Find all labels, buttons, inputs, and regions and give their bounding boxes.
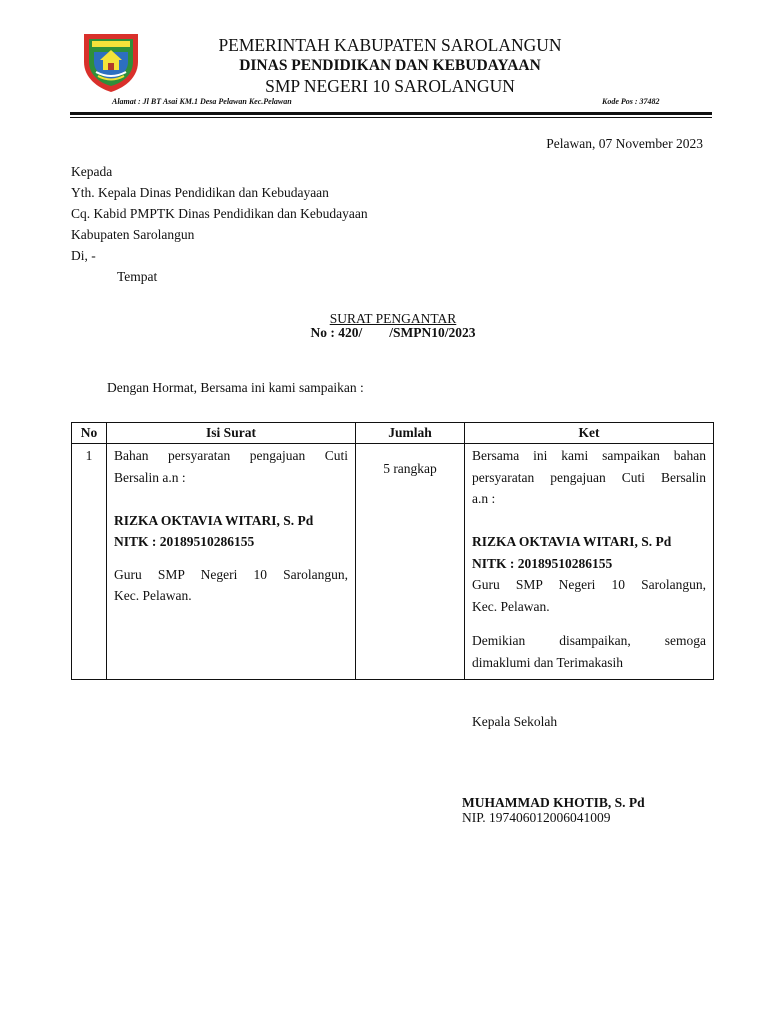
letterhead-school: SMP NEGERI 10 SAROLANGUN (265, 76, 515, 96)
recipient-line-5: Tempat (117, 269, 158, 284)
table-row (72, 444, 714, 680)
letterhead-postal-code: Kode Pos : 37482 (602, 97, 660, 106)
isi-employee-name: RIZKA OKTAVIA WITARI, S. Pd (114, 512, 314, 528)
recipient-line-1: Yth. Kepala Dinas Pendidikan dan Kebudayaan (71, 185, 329, 200)
letter-contents-table (71, 422, 714, 680)
cell-jumlah (356, 444, 465, 680)
isi-line-1: Bahan persyaratan pengajuan Cuti (114, 448, 348, 463)
letterhead-government: PEMERINTAH KABUPATEN SAROLANGUN (218, 35, 562, 55)
ket-closing-line-1: Demikian disampaikan, semoga (472, 633, 706, 648)
ket-line-1: Bersama ini kami sampaikan bahan (472, 448, 706, 463)
letter-date: Pelawan, 07 November 2023 (546, 136, 703, 151)
ket-employee-name: RIZKA OKTAVIA WITARI, S. Pd (472, 534, 672, 549)
recipient-line-2: Cq. Kabid PMPTK Dinas Pendidikan dan Kebudayaan (71, 206, 368, 221)
ket-position-line-1: Guru SMP Negeri 10 Sarolangun, (472, 577, 706, 592)
letterhead-divider-thin (70, 117, 712, 118)
isi-position-line-2: Kec. Pelawan. (114, 588, 192, 603)
signature-position: Kepala Sekolah (472, 714, 558, 729)
table-header-row (72, 423, 714, 444)
opening-sentence: Dengan Hormat, Bersama ini kami sampaikan : (107, 380, 364, 395)
column-header-isi-surat: Isi Surat (107, 423, 356, 444)
letterhead-divider-thick (70, 112, 712, 115)
column-header-jumlah: Jumlah (356, 423, 465, 444)
cell-ket (465, 444, 714, 680)
isi-position-line-1: Guru SMP Negeri 10 Sarolangun, (114, 566, 348, 582)
column-header-no: No (72, 423, 107, 444)
signature-nip: NIP. 197406012006041009 (462, 810, 611, 825)
cell-isi-surat (107, 444, 356, 680)
recipient-to: Kepada (71, 164, 113, 179)
letterhead-address: Alamat : Jl BT Asai KM.1 Desa Pelawan Kec.Pelawan (112, 97, 292, 106)
letter-title: SURAT PENGANTAR (329, 311, 457, 326)
ket-closing-line-2: dimaklumi dan Terimakasih (472, 654, 624, 670)
ket-position-line-2: Kec. Pelawan. (472, 598, 550, 614)
ket-employee-nitk: NITK : 20189510286155 (472, 555, 613, 571)
ket-line-2: persyaratan pengajuan Cuti Bersalin (472, 469, 706, 485)
recipient-line-3: Kabupaten Sarolangun (71, 227, 195, 242)
jumlah-value: 5 rangkap (383, 461, 437, 476)
ket-line-3: a.n : (472, 491, 496, 506)
isi-line-2: Bersalin a.n : (114, 469, 186, 485)
column-header-ket: Ket (465, 423, 714, 444)
isi-employee-nitk: NITK : 20189510286155 (114, 534, 255, 549)
recipient-line-4: Di, - (71, 248, 96, 263)
letter-number: No : 420/ /SMPN10/2023 (310, 325, 476, 340)
signature-name: MUHAMMAD KHOTIB, S. Pd (462, 795, 645, 810)
regency-emblem-icon (78, 28, 144, 94)
cell-no: 1 (72, 444, 107, 680)
letterhead-agency: DINAS PENDIDIKAN DAN KEBUDAYAAN (239, 57, 541, 74)
